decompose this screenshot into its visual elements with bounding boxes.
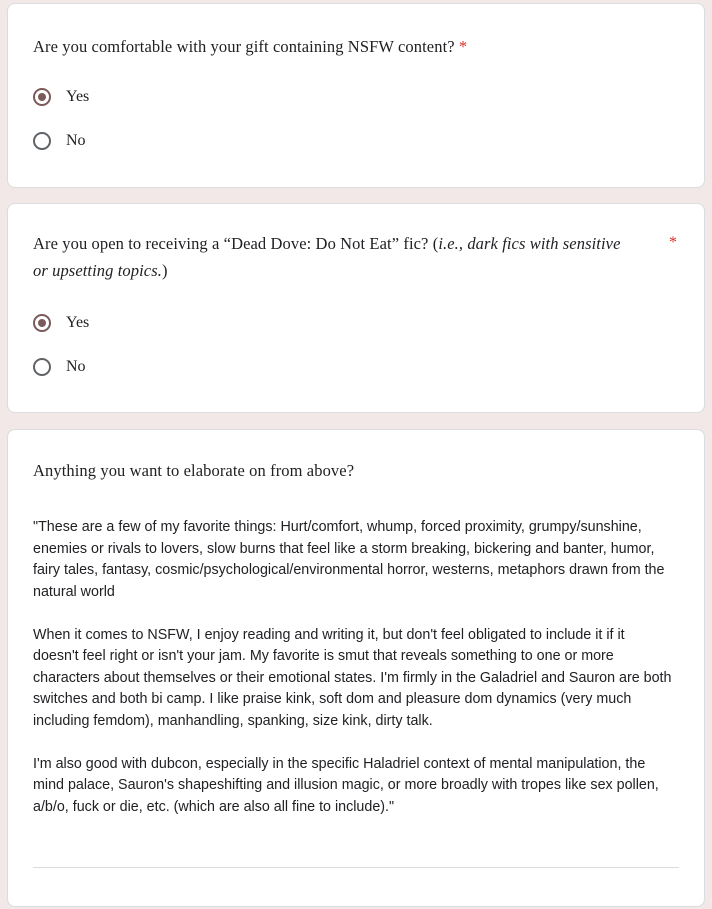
question-text-italic: i.e., dark fics with sensitive or upsetting topics. <box>33 234 621 280</box>
textarea-underline <box>33 867 679 868</box>
option-label: Yes <box>66 88 90 105</box>
answer-textarea[interactable] <box>33 517 676 840</box>
question-card-elaborate <box>7 429 705 907</box>
radio-unchecked-icon[interactable] <box>33 358 51 376</box>
question-text: Anything you want to elaborate on from above? <box>33 461 355 480</box>
question-text: Are you open to receiving a “Dead Dove: Do Not Eat” fic? ( <box>33 234 439 253</box>
radio-option-yes[interactable] <box>33 311 89 335</box>
question-card-dead-dove <box>7 203 705 413</box>
question-title <box>33 457 633 484</box>
option-label: Yes <box>66 314 90 331</box>
answer-paragraph: "These are a few of my favorite things: Hurt/comfort, whump, forced proximity, grumpy/sunshine, enemies or rivals to lovers, slow burns that feel like a storm breaking, bickering and banter, humor, fairy tales, fantasy, cosmic/psychological/environmental horror, westerns, metaphors drawn from the natural world <box>33 519 669 600</box>
required-asterisk: * <box>669 234 677 251</box>
answer-paragraph: When it comes to NSFW, I enjoy reading and writing it, but don't feel obligated to include it if it doesn't feel right or isn't your jam. My favorite is smut that reveals something to one or more characters about themselves or their emotional states. I'm firmly in the Galadriel and Sauron are both switches and both bi camp. I like praise kink, soft dom and pleasure dom dynamics (very much including femdom), manhandling, spanking, size kink, dirty talk. <box>33 626 676 729</box>
radio-unchecked-icon[interactable] <box>33 132 51 150</box>
radio-checked-icon[interactable] <box>33 88 51 106</box>
radio-option-no[interactable] <box>33 129 86 153</box>
required-asterisk: * <box>458 37 468 56</box>
question-title <box>33 33 633 60</box>
question-text: Are you comfortable with your gift containing NSFW content? <box>33 37 455 56</box>
option-label: No <box>66 132 86 149</box>
question-text-end: ) <box>161 261 168 280</box>
question-title <box>33 230 633 284</box>
radio-option-no[interactable] <box>33 355 86 379</box>
radio-option-yes[interactable] <box>33 85 89 109</box>
option-label: No <box>66 358 86 375</box>
radio-checked-icon[interactable] <box>33 314 51 332</box>
answer-paragraph: I'm also good with dubcon, especially in the specific Haladriel context of mental manipulation, the mind palace, Sauron's shapeshifting and illusion magic, or more broadly with tropes like sex pollen, a/b/o, fuck or die, etc. (which are also all fine to include)." <box>33 755 663 815</box>
question-card-nsfw <box>7 3 705 188</box>
